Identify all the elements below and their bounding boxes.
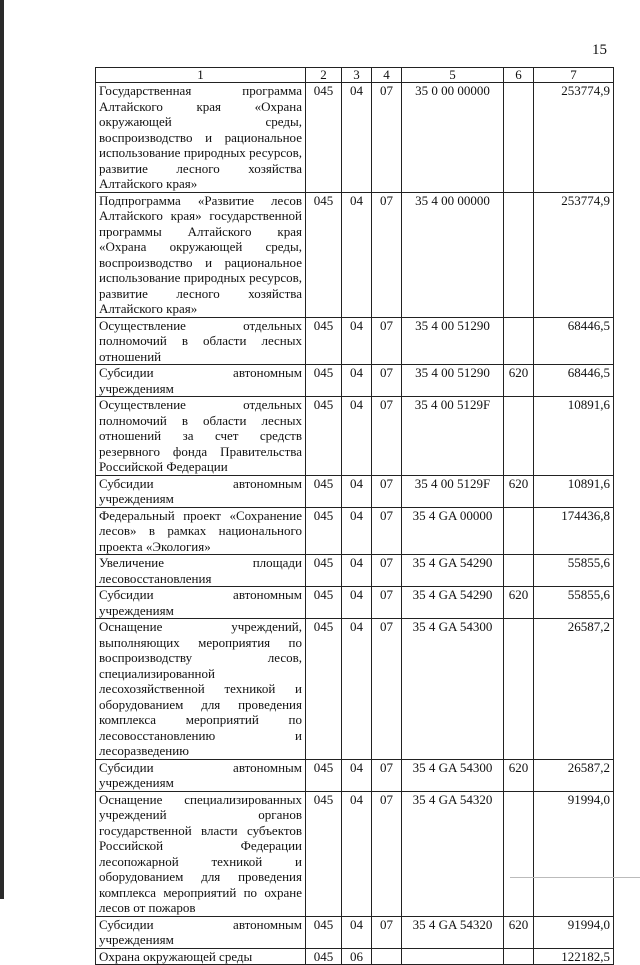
subsection-code-cell: 07 (372, 791, 402, 916)
ministry-code-cell: 045 (306, 475, 342, 507)
target-article-code-cell: 35 4 GA 54320 (402, 791, 504, 916)
item-name-cell: Оснащение учреждений, выполняющих мероприятия по воспроизводству лесов, специализированной лесохозяйственной техникой и оборудованием для проведения комплекса мероприятий по лесовосстановлению и лесоразведению (96, 619, 306, 760)
table-row (96, 619, 614, 760)
ministry-code-cell: 045 (306, 317, 342, 365)
page-number: 15 (592, 42, 607, 58)
ministry-code-cell: 045 (306, 587, 342, 619)
subsection-code-cell: 07 (372, 317, 402, 365)
table-body (96, 83, 614, 965)
item-name-cell: Субсидии автономным учреждениям (96, 365, 306, 397)
subsection-code-cell: 07 (372, 83, 402, 193)
section-code-cell: 06 (342, 948, 372, 965)
item-name-cell: Осуществление отдельных полномочий в области лесных отношений (96, 317, 306, 365)
subsection-code-cell: 07 (372, 916, 402, 948)
subsection-code-cell: 07 (372, 475, 402, 507)
amount-cell: 68446,5 (534, 365, 614, 397)
amount-cell: 55855,6 (534, 587, 614, 619)
subsection-code-cell: 07 (372, 507, 402, 555)
table-row (96, 317, 614, 365)
table-row (96, 948, 614, 965)
table-row (96, 916, 614, 948)
expense-type-code-cell: 620 (504, 365, 534, 397)
item-name-cell: Оснащение специализированных учреждений органов государственной власти субъектов Российской Федерации лесопожарной техникой и оборудованием для проведения комплекса мероприятий по охране лесов от пожаров (96, 791, 306, 916)
target-article-code-cell: 35 4 GA 54300 (402, 759, 504, 791)
subsection-code-cell: 07 (372, 365, 402, 397)
section-code-cell: 04 (342, 555, 372, 587)
column-header: 6 (504, 68, 534, 83)
target-article-code-cell: 35 4 GA 54320 (402, 916, 504, 948)
target-article-code-cell: 35 4 GA 00000 (402, 507, 504, 555)
subsection-code-cell: 07 (372, 555, 402, 587)
ministry-code-cell: 045 (306, 916, 342, 948)
ministry-code-cell: 045 (306, 365, 342, 397)
expense-type-code-cell: 620 (504, 759, 534, 791)
ministry-code-cell: 045 (306, 83, 342, 193)
table-row (96, 365, 614, 397)
target-article-code-cell: 35 4 00 5129F (402, 475, 504, 507)
amount-cell: 26587,2 (534, 759, 614, 791)
subsection-code-cell: 07 (372, 192, 402, 317)
amount-cell: 174436,8 (534, 507, 614, 555)
section-code-cell: 04 (342, 397, 372, 476)
target-article-code-cell: 35 4 00 5129F (402, 397, 504, 476)
subsection-code-cell: 07 (372, 397, 402, 476)
ministry-code-cell: 045 (306, 192, 342, 317)
section-code-cell: 04 (342, 791, 372, 916)
subsection-code-cell (372, 948, 402, 965)
divider (510, 877, 640, 878)
ministry-code-cell: 045 (306, 759, 342, 791)
expense-type-code-cell (504, 317, 534, 365)
ministry-code-cell: 045 (306, 948, 342, 965)
expense-type-code-cell (504, 555, 534, 587)
subsection-code-cell: 07 (372, 619, 402, 760)
budget-table (95, 67, 614, 965)
target-article-code-cell (402, 948, 504, 965)
column-header: 4 (372, 68, 402, 83)
amount-cell: 253774,9 (534, 192, 614, 317)
item-name-cell: Субсидии автономным учреждениям (96, 475, 306, 507)
scan-edge (0, 0, 4, 899)
column-header: 7 (534, 68, 614, 83)
amount-cell: 91994,0 (534, 791, 614, 916)
item-name-cell: Осуществление отдельных полномочий в области лесных отношений за счет средств резервного фонда Правительства Российской Федерации (96, 397, 306, 476)
target-article-code-cell: 35 0 00 00000 (402, 83, 504, 193)
subsection-code-cell: 07 (372, 587, 402, 619)
section-code-cell: 04 (342, 83, 372, 193)
target-article-code-cell: 35 4 GA 54290 (402, 555, 504, 587)
ministry-code-cell: 045 (306, 619, 342, 760)
ministry-code-cell: 045 (306, 555, 342, 587)
item-name-cell: Увеличение площади лесовосстановления (96, 555, 306, 587)
target-article-code-cell: 35 4 00 00000 (402, 192, 504, 317)
section-code-cell: 04 (342, 317, 372, 365)
subsection-code-cell: 07 (372, 759, 402, 791)
table-row (96, 475, 614, 507)
section-code-cell: 04 (342, 475, 372, 507)
expense-type-code-cell (504, 192, 534, 317)
expense-type-code-cell (504, 948, 534, 965)
item-name-cell: Субсидии автономным учреждениям (96, 759, 306, 791)
expense-type-code-cell (504, 507, 534, 555)
table-row (96, 587, 614, 619)
section-code-cell: 04 (342, 365, 372, 397)
amount-cell: 122182,5 (534, 948, 614, 965)
amount-cell: 68446,5 (534, 317, 614, 365)
expense-type-code-cell: 620 (504, 916, 534, 948)
target-article-code-cell: 35 4 00 51290 (402, 317, 504, 365)
section-code-cell: 04 (342, 587, 372, 619)
section-code-cell: 04 (342, 507, 372, 555)
table-row (96, 83, 614, 193)
table-row (96, 397, 614, 476)
section-code-cell: 04 (342, 192, 372, 317)
amount-cell: 91994,0 (534, 916, 614, 948)
column-header: 5 (402, 68, 504, 83)
amount-cell: 10891,6 (534, 397, 614, 476)
amount-cell: 253774,9 (534, 83, 614, 193)
amount-cell: 26587,2 (534, 619, 614, 760)
header-row (96, 68, 614, 83)
table-row (96, 555, 614, 587)
ministry-code-cell: 045 (306, 397, 342, 476)
expense-type-code-cell: 620 (504, 475, 534, 507)
column-header: 3 (342, 68, 372, 83)
section-code-cell: 04 (342, 619, 372, 760)
table-row (96, 507, 614, 555)
table-row (96, 192, 614, 317)
expense-type-code-cell (504, 619, 534, 760)
ministry-code-cell: 045 (306, 507, 342, 555)
table-row (96, 791, 614, 916)
section-code-cell: 04 (342, 759, 372, 791)
ministry-code-cell: 045 (306, 791, 342, 916)
expense-type-code-cell (504, 397, 534, 476)
section-code-cell: 04 (342, 916, 372, 948)
column-header: 1 (96, 68, 306, 83)
target-article-code-cell: 35 4 00 51290 (402, 365, 504, 397)
table-row (96, 759, 614, 791)
expense-type-code-cell: 620 (504, 587, 534, 619)
expense-type-code-cell (504, 83, 534, 193)
column-header: 2 (306, 68, 342, 83)
target-article-code-cell: 35 4 GA 54300 (402, 619, 504, 760)
item-name-cell: Подпрограмма «Развитие лесов Алтайского края» государственной программы Алтайского края «Охрана окружающей среды, воспроизводство и рациональное использование природных ресурсов, развитие лесного хозяйства Алтайского края» (96, 192, 306, 317)
item-name-cell: Государственная программа Алтайского края «Охрана окружающей среды, воспроизводство и рациональное использование природных ресурсов, развитие лесного хозяйства Алтайского края» (96, 83, 306, 193)
item-name-cell: Охрана окружающей среды (96, 948, 306, 965)
expense-type-code-cell (504, 791, 534, 916)
target-article-code-cell: 35 4 GA 54290 (402, 587, 504, 619)
item-name-cell: Субсидии автономным учреждениям (96, 916, 306, 948)
amount-cell: 10891,6 (534, 475, 614, 507)
item-name-cell: Субсидии автономным учреждениям (96, 587, 306, 619)
amount-cell: 55855,6 (534, 555, 614, 587)
item-name-cell: Федеральный проект «Сохранение лесов» в рамках национального проекта «Экология» (96, 507, 306, 555)
